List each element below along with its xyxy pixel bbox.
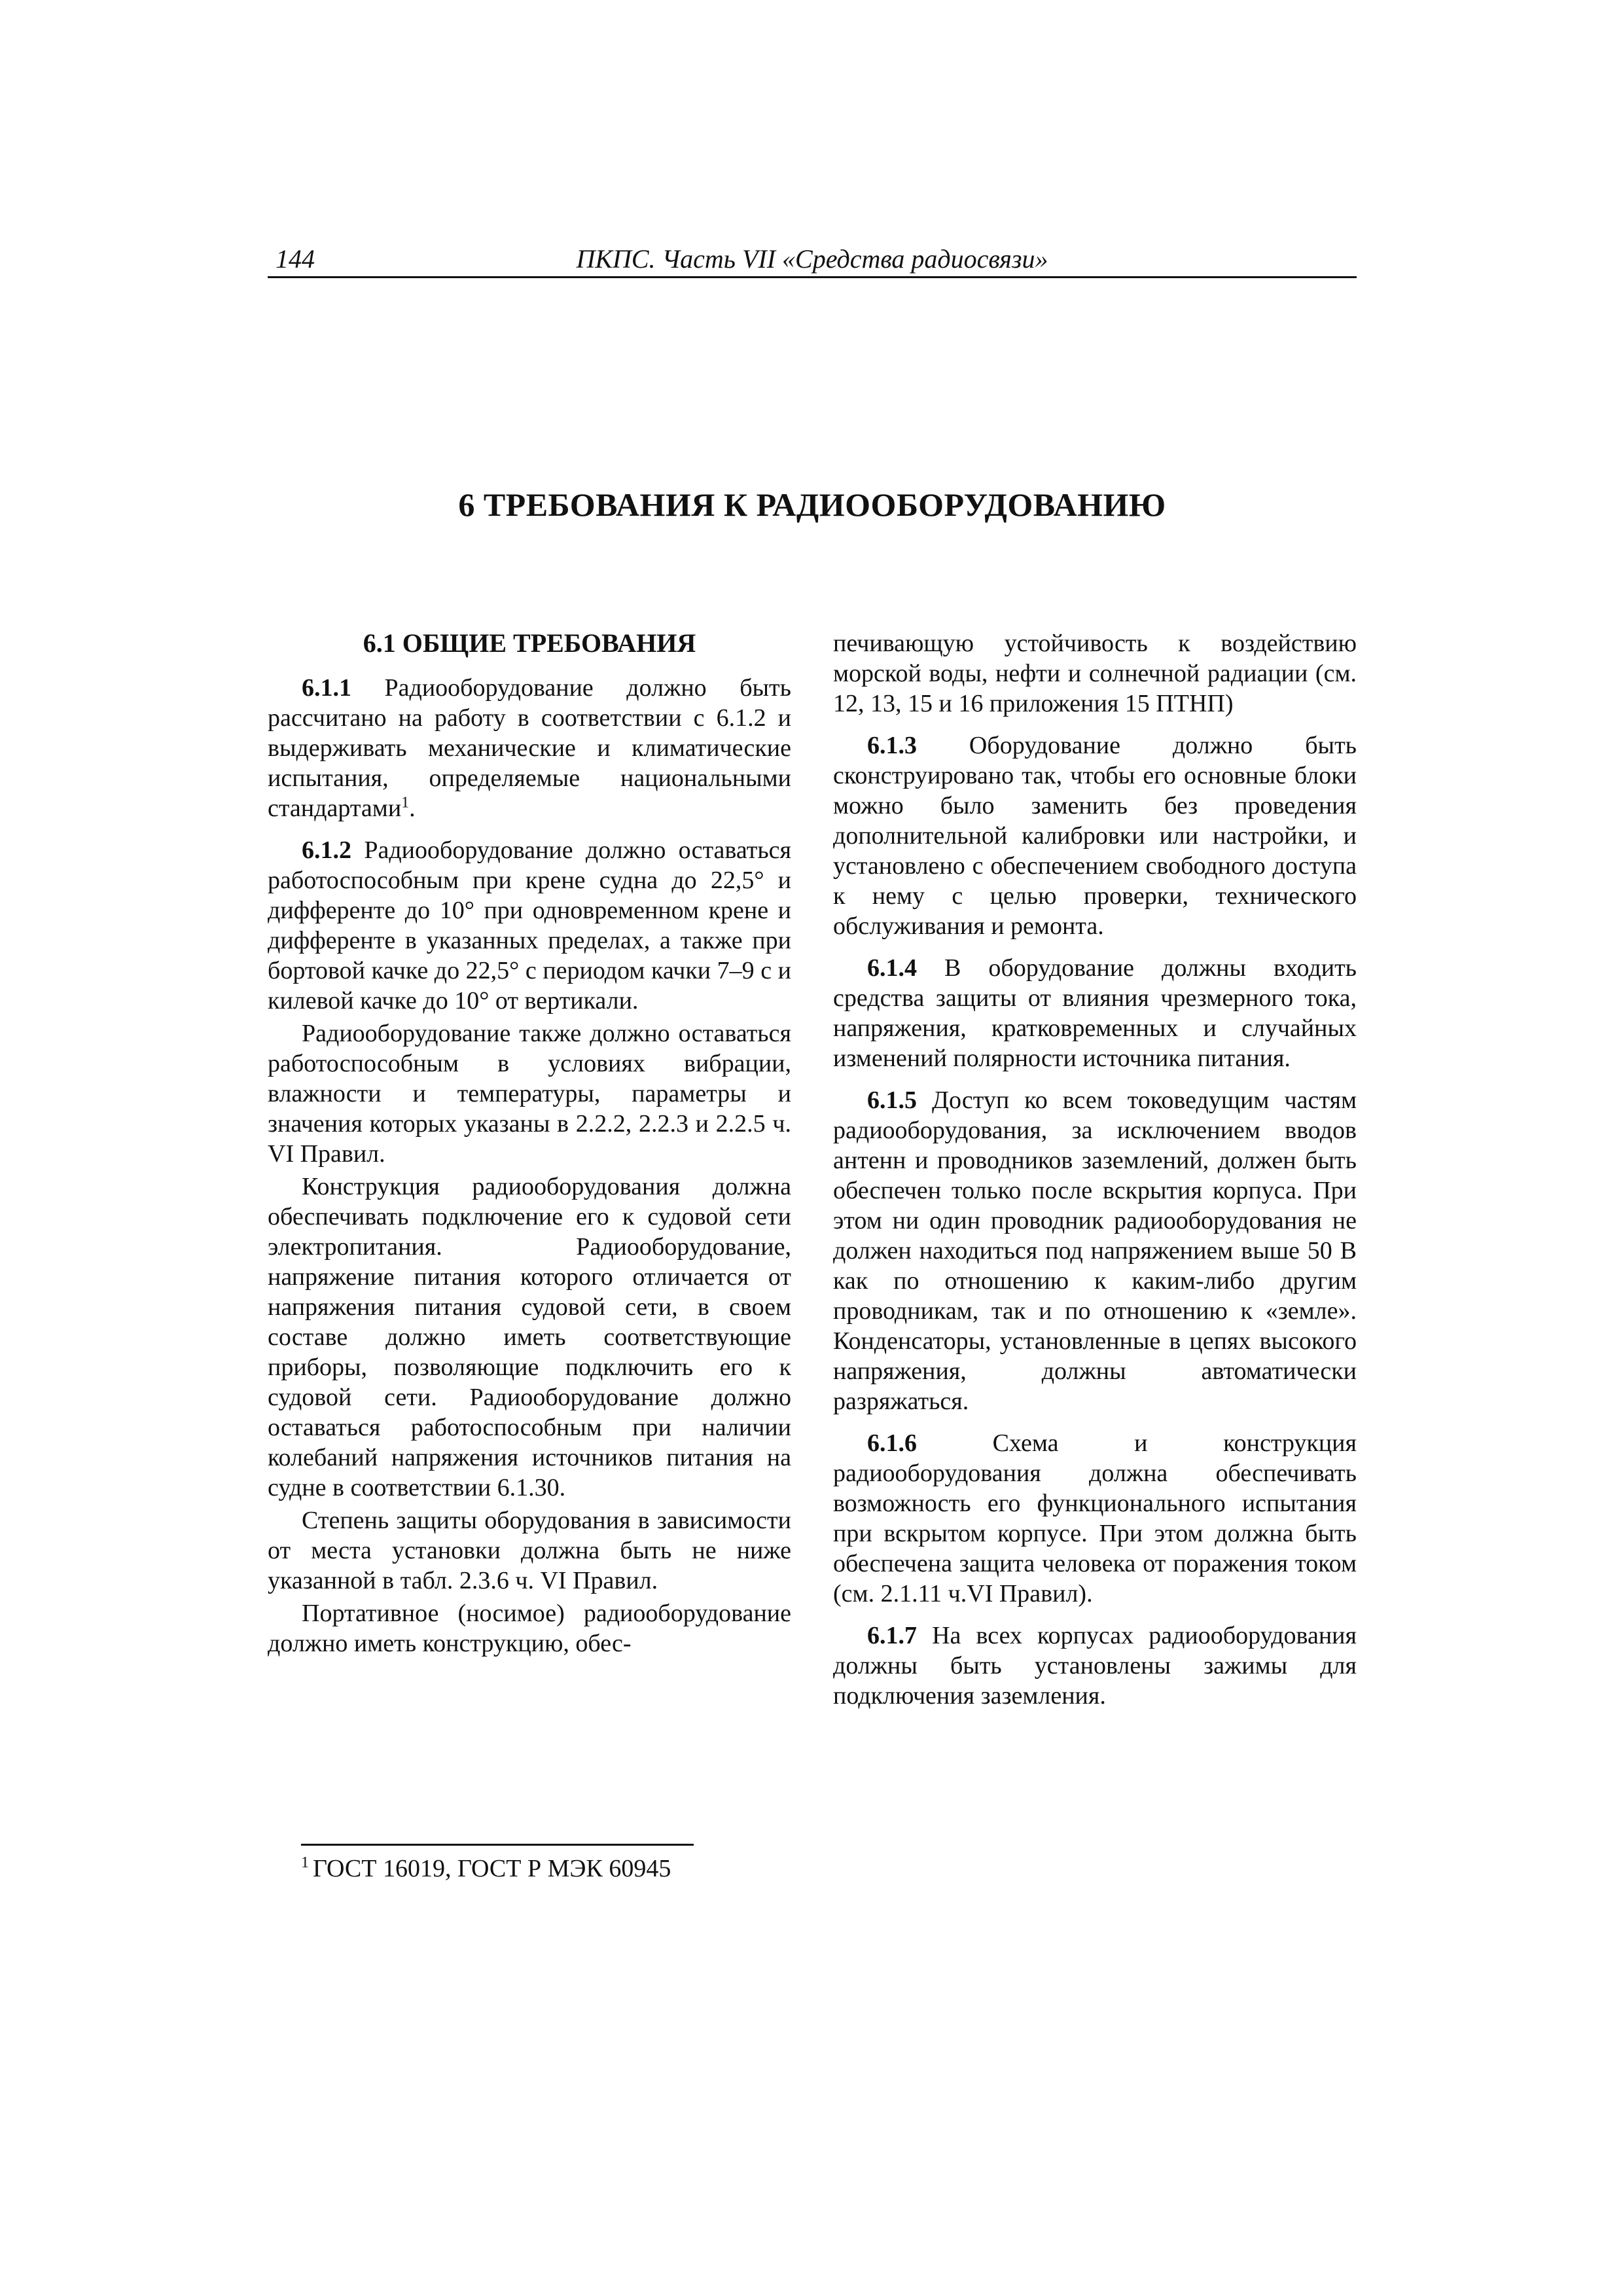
clause-text: Схема и конструкция радиооборудования должна обеспечивать возможность его функционального испытания при вскрытом корпусе. При этом должна быть обеспечена защита человека от поражения током (см. 2.1.11 ч.VI Правил).	[833, 1429, 1357, 1607]
clause-text: В оборудование должны входить средства защиты от влияния чрезмерного тока, напряжения, кратковременных и случайных изменений полярности источника питания.	[833, 954, 1357, 1072]
paragraph-text: Радиооборудование также должно оставаться работоспособным в условиях вибрации, влажности и температуры, параметры и значения которых указаны в 2.2.2, 2.2.3 и 2.2.5 ч. VI Правил.	[268, 1020, 791, 1168]
paragraph-text: Конструкция радиооборудования должна обеспечивать подключение его к судовой сети электропитания. Радиооборудование, напряжение питания которого отличается от напряжения питания судовой сети, в своем составе должно иметь соответствующие приборы, позволяющие подключить его к судовой сети. Радиооборудование должно оставаться работоспособным при наличии колебаний напряжения источников питания на судне в соответствии 6.1.30.	[268, 1173, 791, 1501]
paragraph-6-1-1	[268, 673, 791, 823]
footnote-text: ГОСТ 16019, ГОСТ Р МЭК 60945	[313, 1855, 671, 1882]
clause-number: 6.1.7	[867, 1622, 917, 1649]
footnote-reference: 1	[401, 794, 410, 812]
clause-number: 6.1.2	[302, 836, 351, 864]
clause-text-end: .	[409, 795, 416, 822]
chapter-title: 6 ТРЕБОВАНИЯ К РАДИООБОРУДОВАНИЮ	[458, 486, 1166, 523]
section-title: 6.1 ОБЩИЕ ТРЕБОВАНИЯ	[363, 628, 696, 658]
clause-number: 6.1.6	[867, 1429, 917, 1457]
clause-text: Радиооборудование должно быть рассчитано на работу в соответствии с 6.1.2 и выдерживать механические и климатические испытания, определяемые национальными стандартами	[268, 674, 791, 822]
footnote-mark: 1	[301, 1854, 309, 1872]
clause-number: 6.1.1	[302, 674, 351, 702]
clause-text: Доступ ко всем токоведущим частям радиооборудования, за исключением вводов антенн и проводников заземлений, должен быть обеспечен только после вскрытия корпуса. При этом ни один проводник радиооборудования не должен находиться под напряжением выше 50 В как по отношению к каким-либо другим проводникам, так и по отношению к «земле». Конденсаторы, установленные в цепях высокого напряжения, должны автоматически разряжаться.	[833, 1086, 1357, 1415]
paragraph-continuation: печивающую устойчивость к воздействию морской воды, нефти и солнечной радиации (см. 12, 13, 15 и 16 приложения 15 ПТНП)	[833, 630, 1357, 717]
clause-number: 6.1.5	[867, 1086, 917, 1114]
paragraph-6-1-4	[833, 953, 1357, 1073]
running-title: ПКПС. Часть VII «Средства радиосвязи»	[576, 244, 1048, 274]
clause-text: На всех корпусах радиооборудования должны быть установлены зажимы для подключения заземления.	[833, 1622, 1357, 1710]
left-column	[268, 628, 791, 1659]
clause-text: Радиооборудование должно оставаться работоспособным при крене судна до 22,5° и дифференте до 10° при одновременном крене и дифференте в указанных пределах, а также при бортовой качке до 22,5° с периодом качки 7–9 с и килевой качке до 10° от вертикали.	[268, 836, 791, 1014]
running-header	[268, 237, 1357, 278]
right-column	[833, 628, 1357, 1711]
paragraph-6-1-7	[833, 1621, 1357, 1711]
clause-number: 6.1.4	[867, 954, 917, 982]
paragraph-6-1-5	[833, 1085, 1357, 1416]
clause-text: Оборудование должно быть сконструировано так, чтобы его основные блоки можно было заменить без проведения дополнительной калибровки или настройки, и установлено с обеспечением свободного доступа к нему с целью проверки, технического обслуживания и ремонта.	[833, 732, 1357, 940]
paragraph-6-1-6	[833, 1428, 1357, 1609]
clause-number: 6.1.3	[867, 732, 917, 759]
footnote-divider	[301, 1844, 694, 1846]
paragraph-6-1-3	[833, 730, 1357, 941]
paragraph-text: Степень защиты оборудования в зависимости от места установки должна быть не ниже указанной в табл. 2.3.6 ч. VI Правил.	[268, 1507, 791, 1594]
footnote	[301, 1854, 798, 1884]
paragraph-text: Портативное (носимое) радиооборудование должно иметь конструкцию, обес-	[268, 1600, 791, 1657]
page-number: 144	[276, 244, 315, 274]
paragraph-6-1-2	[268, 835, 791, 1016]
